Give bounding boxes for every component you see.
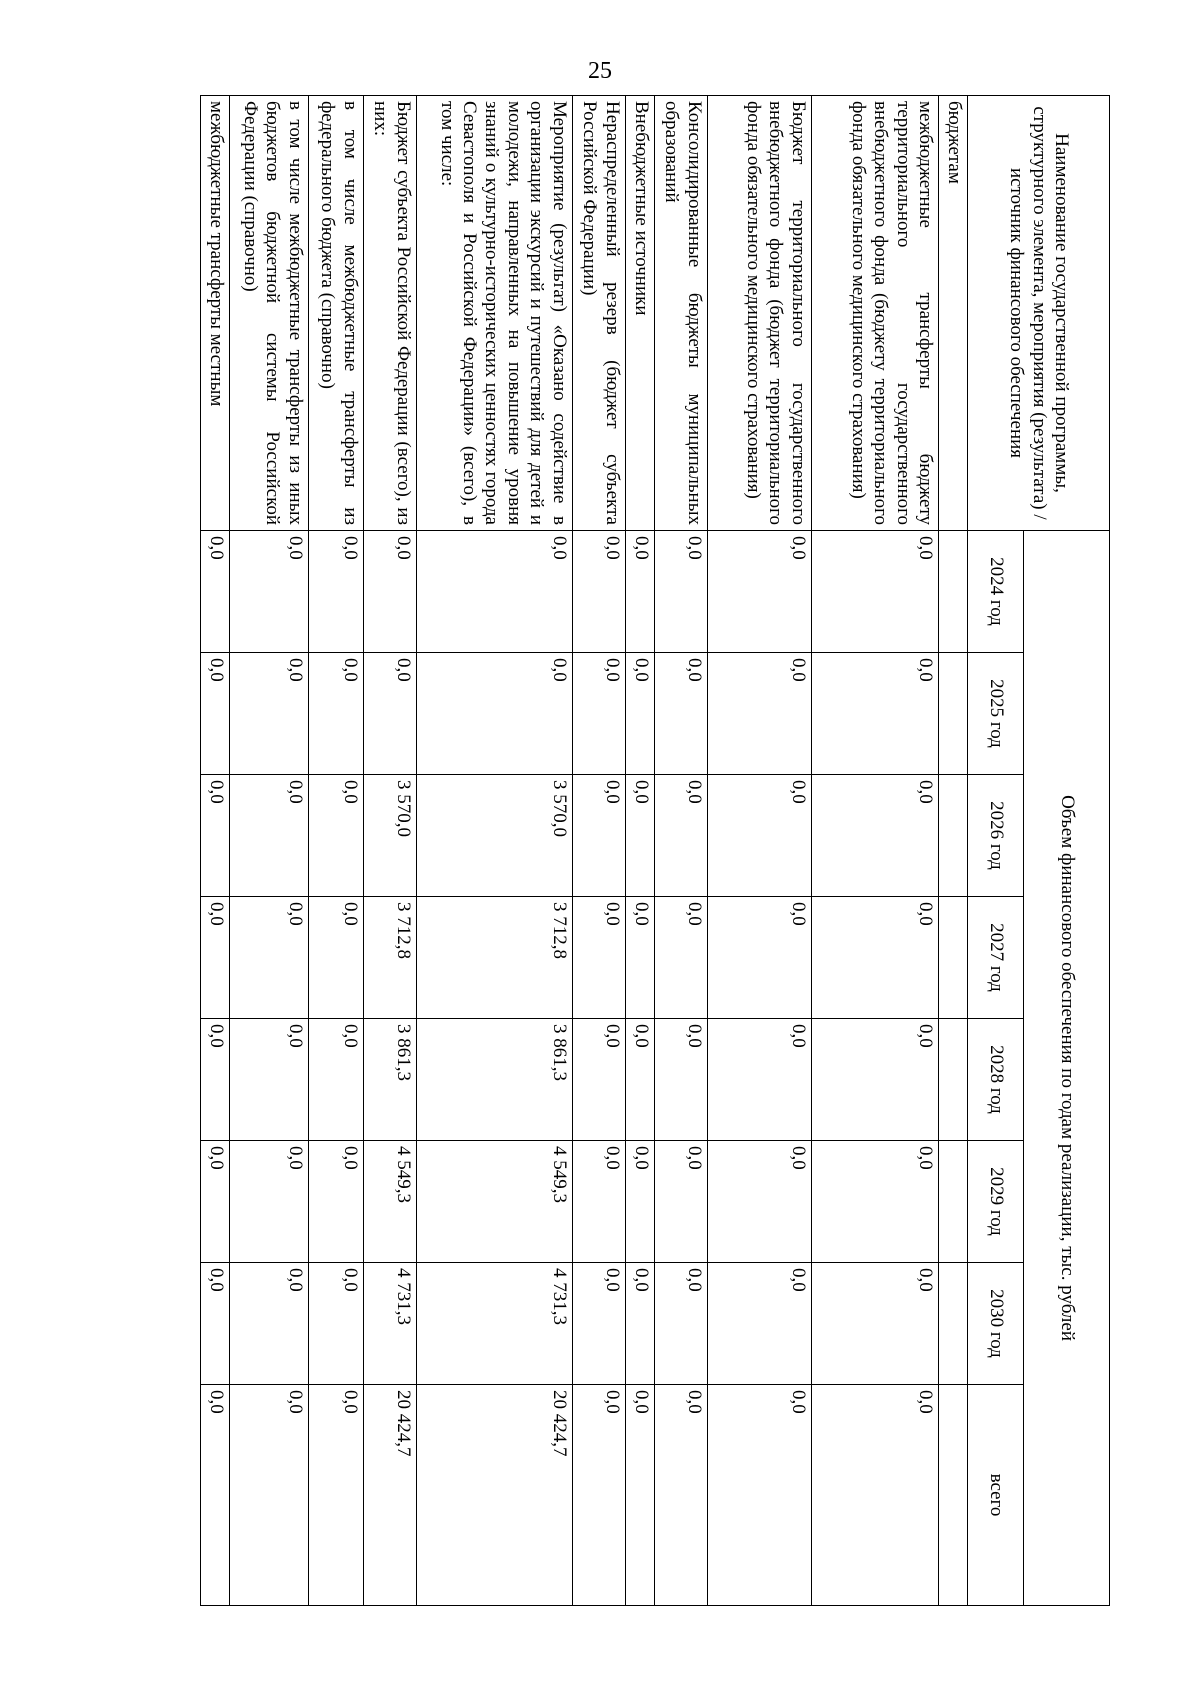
- row-value-cell: 0,0: [416, 653, 572, 775]
- header-volume-cell: Объем финансового обеспечения по годам реализации, тыс. рублей: [1024, 531, 1110, 1606]
- year-header: 2029 год: [968, 1141, 1024, 1263]
- row-value-cell: 4 731,3: [416, 1263, 572, 1385]
- row-value-cell: 0,0: [572, 531, 625, 653]
- row-name-cell: в том числе межбюджетные трансферты из федерального бюджета (справочно): [308, 96, 363, 531]
- row-name-cell: межбюджетные трансферты бюджету территориального государственного внебюджетного фонда (бюджету территориального фонда обязательного медицинского страхования): [811, 96, 938, 531]
- row-total-cell: 0,0: [572, 1385, 625, 1606]
- row-value-cell: 0,0: [811, 775, 938, 897]
- row-value-cell: 3 570,0: [416, 775, 572, 897]
- row-value-cell: 0,0: [308, 1141, 363, 1263]
- row-value-cell: [938, 775, 967, 897]
- table-row: [572, 96, 625, 1606]
- row-value-cell: 0,0: [707, 1019, 811, 1141]
- row-value-cell: 0,0: [230, 897, 308, 1019]
- row-total-cell: 0,0: [201, 1385, 230, 1606]
- row-total-cell: 0,0: [707, 1385, 811, 1606]
- total-header: всего: [968, 1385, 1024, 1606]
- row-value-cell: 0,0: [572, 775, 625, 897]
- row-value-cell: 0,0: [201, 531, 230, 653]
- row-value-cell: 3 712,8: [416, 897, 572, 1019]
- row-value-cell: 0,0: [625, 653, 654, 775]
- row-total-cell: 0,0: [308, 1385, 363, 1606]
- row-value-cell: 0,0: [625, 1263, 654, 1385]
- row-total-cell: 0,0: [654, 1385, 707, 1606]
- row-value-cell: 0,0: [811, 653, 938, 775]
- year-header: 2028 год: [968, 1019, 1024, 1141]
- row-value-cell: 4 549,3: [363, 1141, 416, 1263]
- row-value-cell: 0,0: [811, 1263, 938, 1385]
- row-value-cell: 0,0: [811, 1019, 938, 1141]
- row-value-cell: 0,0: [201, 775, 230, 897]
- row-value-cell: 0,0: [625, 1019, 654, 1141]
- row-value-cell: [938, 1019, 967, 1141]
- table-row: [416, 96, 572, 1606]
- row-value-cell: 0,0: [308, 775, 363, 897]
- row-value-cell: 0,0: [201, 1263, 230, 1385]
- row-total-cell: 0,0: [625, 1385, 654, 1606]
- row-value-cell: 0,0: [308, 1019, 363, 1141]
- row-total-cell: 20 424,7: [416, 1385, 572, 1606]
- row-value-cell: 0,0: [308, 897, 363, 1019]
- row-value-cell: 0,0: [230, 1141, 308, 1263]
- row-value-cell: 0,0: [707, 775, 811, 897]
- row-value-cell: 0,0: [201, 653, 230, 775]
- row-value-cell: 0,0: [811, 531, 938, 653]
- row-name-cell: межбюджетные трансферты местным: [201, 96, 230, 531]
- page-number: 25: [588, 58, 612, 84]
- row-total-cell: 0,0: [230, 1385, 308, 1606]
- table-row: [707, 96, 811, 1606]
- row-name-cell: Мероприятие (результат) «Оказано содействие в организации экскурсий и путешествий для детей и молодежи, направленных на повышение уровня знаний о культурно-исторических ценностях города Севастополя и Российской Федерации» (всего), в том числе:: [416, 96, 572, 531]
- row-value-cell: 0,0: [654, 775, 707, 897]
- row-value-cell: 0,0: [654, 1141, 707, 1263]
- table-row: [625, 96, 654, 1606]
- row-total-cell: [938, 1385, 967, 1606]
- table-row: [230, 96, 308, 1606]
- row-value-cell: [938, 1141, 967, 1263]
- row-value-cell: 0,0: [654, 897, 707, 1019]
- year-header: 2026 год: [968, 775, 1024, 897]
- row-value-cell: 0,0: [811, 897, 938, 1019]
- header-row-1: [1024, 96, 1110, 1606]
- row-value-cell: 0,0: [572, 1263, 625, 1385]
- row-value-cell: 0,0: [654, 653, 707, 775]
- row-value-cell: 3 861,3: [416, 1019, 572, 1141]
- row-value-cell: 0,0: [625, 775, 654, 897]
- row-value-cell: 0,0: [572, 1141, 625, 1263]
- header-name-cell: Наименование государственной программы, структурного элемента, мероприятия (результата) / источник финансового обеспечения: [968, 96, 1110, 531]
- row-total-cell: 0,0: [811, 1385, 938, 1606]
- row-value-cell: 3 712,8: [363, 897, 416, 1019]
- row-name-cell: в том числе межбюджетные трансферты из иных бюджетов бюджетной системы Российской Федерации (справочно): [230, 96, 308, 531]
- row-value-cell: 0,0: [625, 531, 654, 653]
- row-value-cell: 0,0: [230, 775, 308, 897]
- row-value-cell: 0,0: [416, 531, 572, 653]
- table-row: [938, 96, 967, 1606]
- row-value-cell: 0,0: [707, 653, 811, 775]
- year-header: 2027 год: [968, 897, 1024, 1019]
- row-name-cell: Бюджет территориального государственного внебюджетного фонда (бюджет территориального фонда обязательного медицинского страхования): [707, 96, 811, 531]
- row-value-cell: 0,0: [230, 653, 308, 775]
- row-value-cell: [938, 1263, 967, 1385]
- row-value-cell: 0,0: [654, 1263, 707, 1385]
- row-value-cell: 0,0: [572, 1019, 625, 1141]
- row-value-cell: 0,0: [201, 1019, 230, 1141]
- row-value-cell: 0,0: [625, 897, 654, 1019]
- row-value-cell: 0,0: [654, 1019, 707, 1141]
- row-value-cell: 0,0: [308, 531, 363, 653]
- row-name-cell: Внебюджетные источники: [625, 96, 654, 531]
- row-value-cell: [938, 531, 967, 653]
- row-value-cell: 0,0: [363, 653, 416, 775]
- table-row: [308, 96, 363, 1606]
- row-value-cell: 0,0: [308, 653, 363, 775]
- row-value-cell: 0,0: [625, 1141, 654, 1263]
- row-value-cell: 0,0: [308, 1263, 363, 1385]
- year-header: 2030 год: [968, 1263, 1024, 1385]
- row-value-cell: 0,0: [707, 531, 811, 653]
- row-value-cell: 0,0: [811, 1141, 938, 1263]
- row-value-cell: 0,0: [707, 1141, 811, 1263]
- row-name-cell: Нераспределенный резерв (бюджет субъекта Российской Федерации): [572, 96, 625, 531]
- row-value-cell: 0,0: [230, 1263, 308, 1385]
- row-value-cell: 0,0: [201, 1141, 230, 1263]
- table-row: [201, 96, 230, 1606]
- row-name-cell: бюджетам: [938, 96, 967, 531]
- row-total-cell: 20 424,7: [363, 1385, 416, 1606]
- row-value-cell: 0,0: [230, 1019, 308, 1141]
- row-value-cell: [938, 653, 967, 775]
- table-row: [363, 96, 416, 1606]
- row-value-cell: 4 731,3: [363, 1263, 416, 1385]
- row-value-cell: 0,0: [707, 897, 811, 1019]
- rotated-table-container: [200, 95, 1110, 1605]
- year-header: 2024 год: [968, 531, 1024, 653]
- financing-table: [200, 95, 1110, 1606]
- row-value-cell: 0,0: [201, 897, 230, 1019]
- row-value-cell: 0,0: [654, 531, 707, 653]
- row-value-cell: [938, 897, 967, 1019]
- row-value-cell: 0,0: [572, 897, 625, 1019]
- row-value-cell: 0,0: [572, 653, 625, 775]
- row-value-cell: 0,0: [230, 531, 308, 653]
- year-header: 2025 год: [968, 653, 1024, 775]
- table-row: [654, 96, 707, 1606]
- table-row: [811, 96, 938, 1606]
- row-value-cell: 4 549,3: [416, 1141, 572, 1263]
- table-body: [201, 96, 968, 1606]
- row-name-cell: Консолидированные бюджеты муниципальных образований: [654, 96, 707, 531]
- row-value-cell: 3 570,0: [363, 775, 416, 897]
- row-value-cell: 3 861,3: [363, 1019, 416, 1141]
- row-name-cell: Бюджет субъекта Российской Федерации (всего), из них:: [363, 96, 416, 531]
- row-value-cell: 0,0: [363, 531, 416, 653]
- row-value-cell: 0,0: [707, 1263, 811, 1385]
